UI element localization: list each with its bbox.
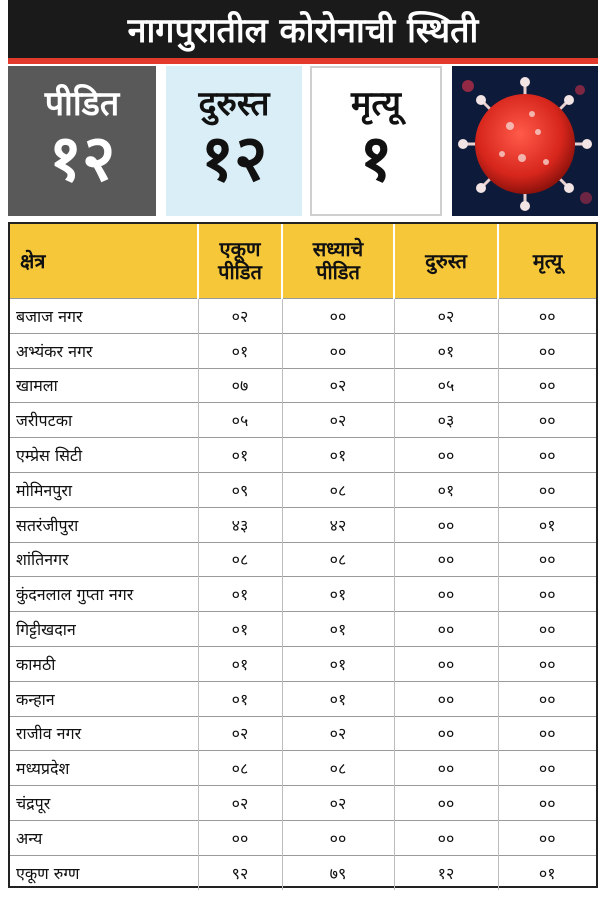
stat-deaths-label: मृत्यू [351, 83, 401, 124]
header-total-infected [198, 224, 282, 299]
cell-area: अभ्यंकर नगर [10, 333, 198, 368]
cell-area: जरीपटका [10, 403, 198, 438]
stat-deaths-value: १ [359, 121, 393, 196]
header-active-line1: सध्याचे [312, 237, 364, 261]
cell-deaths: ०१ [498, 507, 596, 542]
cell-area: बजाज नगर [10, 299, 198, 334]
stat-recovered [166, 66, 302, 216]
cell-active: ०० [282, 299, 394, 334]
cell-area: एम्प्रेस सिटी [10, 438, 198, 473]
cell-deaths: ०१ [498, 855, 596, 889]
cell-area: एकूण रुग्ण [10, 855, 198, 889]
cell-deaths: ०० [498, 368, 596, 403]
cell-total: ०८ [198, 542, 282, 577]
cell-recovered: ०० [394, 438, 498, 473]
table-row [10, 646, 596, 681]
virus-illustration [452, 66, 598, 216]
area-table [10, 224, 596, 890]
cell-active: ०८ [282, 751, 394, 786]
stat-recovered-label: दुरुस्त [198, 83, 270, 124]
cell-area: खामला [10, 368, 198, 403]
cell-deaths: ०० [498, 646, 596, 681]
table-row [10, 751, 596, 786]
cell-recovered: ०० [394, 786, 498, 821]
cell-active: ०८ [282, 472, 394, 507]
cell-active: ०१ [282, 681, 394, 716]
cell-active: ०१ [282, 438, 394, 473]
cell-active: ०२ [282, 716, 394, 751]
cell-active: ०० [282, 333, 394, 368]
cell-active: ०१ [282, 646, 394, 681]
table-row [10, 507, 596, 542]
table-row [10, 438, 596, 473]
cell-deaths: ०० [498, 786, 596, 821]
cell-active: ०१ [282, 577, 394, 612]
cell-deaths: ०० [498, 403, 596, 438]
cell-active: ०२ [282, 368, 394, 403]
cell-total: ०८ [198, 751, 282, 786]
cell-recovered: ०० [394, 542, 498, 577]
cell-deaths: ०० [498, 820, 596, 855]
cell-deaths: ०० [498, 299, 596, 334]
cell-recovered: ०० [394, 716, 498, 751]
cell-deaths: ०० [498, 333, 596, 368]
cases-table [8, 222, 598, 888]
cell-deaths: ०० [498, 472, 596, 507]
header-recovered: दुरुस्त [394, 224, 498, 299]
table-row [10, 472, 596, 507]
stat-infected-value: १२ [48, 121, 116, 196]
cell-deaths: ०० [498, 751, 596, 786]
cell-recovered: ०० [394, 507, 498, 542]
cell-total: ०१ [198, 681, 282, 716]
cell-active: ४२ [282, 507, 394, 542]
cell-deaths: ०० [498, 681, 596, 716]
cell-recovered: ०२ [394, 299, 498, 334]
table-row [10, 612, 596, 647]
cell-recovered: ०३ [394, 403, 498, 438]
cell-recovered: १२ [394, 855, 498, 889]
header-total-line1: एकूण [219, 237, 261, 261]
cell-active: ७९ [282, 855, 394, 889]
table-header-row [10, 224, 596, 299]
cell-active: ०० [282, 820, 394, 855]
table-body [10, 299, 596, 890]
cell-area: मध्यप्रदेश [10, 751, 198, 786]
cell-recovered: ०० [394, 751, 498, 786]
cell-total: ९२ [198, 855, 282, 889]
cell-active: ०८ [282, 542, 394, 577]
cell-recovered: ०५ [394, 368, 498, 403]
cell-recovered: ०० [394, 646, 498, 681]
cell-total: ०२ [198, 716, 282, 751]
cell-area: अन्य [10, 820, 198, 855]
header-active-infected [282, 224, 394, 299]
table-row [10, 333, 596, 368]
cell-deaths: ०० [498, 542, 596, 577]
header-active-line2: पीडित [316, 260, 360, 284]
cell-area: मोमिनपुरा [10, 472, 198, 507]
header-area: क्षेत्र [10, 224, 198, 299]
cell-total: ०० [198, 820, 282, 855]
cell-area: कुंदनलाल गुप्ता नगर [10, 577, 198, 612]
cell-area: सतरंजीपुरा [10, 507, 198, 542]
cell-recovered: ०० [394, 612, 498, 647]
cell-area: शांतिनगर [10, 542, 198, 577]
cell-total: ४३ [198, 507, 282, 542]
cell-total: ०१ [198, 333, 282, 368]
table-row [10, 403, 596, 438]
cell-recovered: ०० [394, 820, 498, 855]
cell-total: ०७ [198, 368, 282, 403]
cell-recovered: ०१ [394, 333, 498, 368]
cell-total: ०१ [198, 577, 282, 612]
stat-recovered-value: १२ [200, 121, 268, 196]
cell-total: ०१ [198, 646, 282, 681]
cell-area: राजीव नगर [10, 716, 198, 751]
stat-deaths [310, 66, 442, 216]
header-total-line2: पीडित [218, 260, 262, 284]
cell-total: ०५ [198, 403, 282, 438]
title-banner [8, 0, 598, 58]
page-title: नागपुरातील कोरोनाची स्थिती [127, 11, 479, 51]
cell-active: ०२ [282, 786, 394, 821]
cell-deaths: ०० [498, 612, 596, 647]
title-divider [8, 58, 598, 64]
table-row [10, 368, 596, 403]
table-row [10, 681, 596, 716]
cell-deaths: ०० [498, 716, 596, 751]
cell-area: गिट्टीखदान [10, 612, 198, 647]
cell-active: ०२ [282, 403, 394, 438]
coronavirus-icon [452, 66, 598, 216]
stat-infected [8, 66, 156, 216]
cell-total: ०१ [198, 612, 282, 647]
cell-recovered: ०० [394, 577, 498, 612]
cell-area: कन्हान [10, 681, 198, 716]
table-row [10, 855, 596, 889]
stat-infected-label: पीडित [44, 83, 120, 124]
cell-total: ०२ [198, 786, 282, 821]
header-deaths: मृत्यू [498, 224, 596, 299]
cell-area: कामठी [10, 646, 198, 681]
table-row [10, 716, 596, 751]
cell-active: ०१ [282, 612, 394, 647]
cell-total: ०९ [198, 472, 282, 507]
stats-row [8, 66, 598, 218]
cell-deaths: ०० [498, 438, 596, 473]
table-row [10, 577, 596, 612]
cell-area: चंद्रपूर [10, 786, 198, 821]
cell-recovered: ०१ [394, 472, 498, 507]
cell-deaths: ०० [498, 577, 596, 612]
table-row [10, 820, 596, 855]
table-row [10, 786, 596, 821]
cell-recovered: ०० [394, 681, 498, 716]
cell-total: ०२ [198, 299, 282, 334]
table-row [10, 542, 596, 577]
cell-total: ०१ [198, 438, 282, 473]
table-row [10, 299, 596, 334]
